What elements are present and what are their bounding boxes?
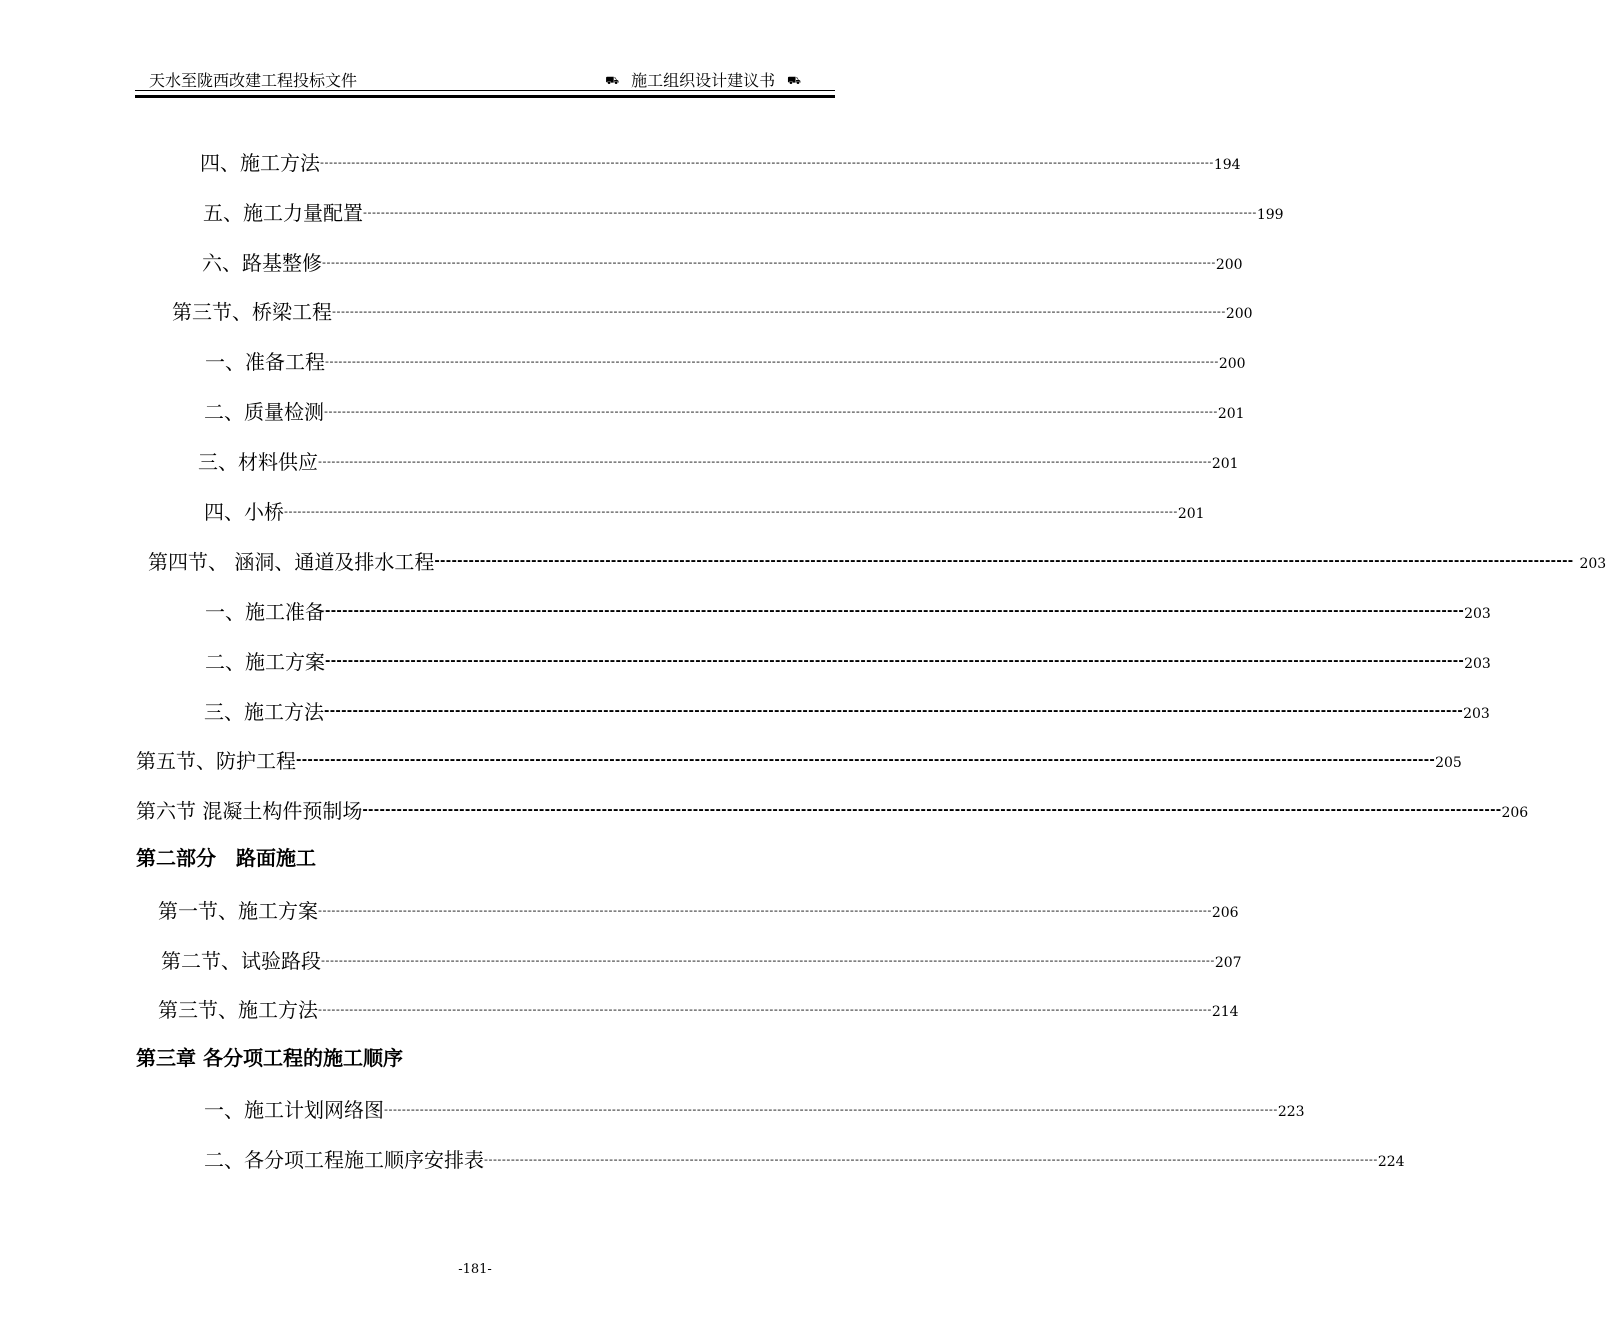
toc-entry[interactable] bbox=[205, 644, 1491, 674]
toc-entry-title: 第五节、防护工程 bbox=[136, 749, 296, 773]
toc-page-number: 205 bbox=[1435, 755, 1462, 771]
toc-entry[interactable] bbox=[136, 743, 1462, 773]
toc-entry-title: 四、小桥 bbox=[204, 500, 284, 524]
toc-page-number: 206 bbox=[1501, 805, 1529, 821]
toc-leader-dots: -------------------------------------------------------------------------------------------------------------------------------------------------------------------------------------------------------- bbox=[321, 954, 1215, 967]
toc-entry[interactable] bbox=[198, 444, 1239, 474]
toc-leader-dots: -------------------------------------------------------------------------------------------------------------------------------------------------------------------------------------------------------- bbox=[325, 355, 1219, 368]
toc-leader-dots: -------------------------------------------------------------------------------------------------------------------------------------------------------------------------------------------------------- bbox=[362, 803, 1502, 818]
toc-page-number: 206 bbox=[1211, 905, 1239, 921]
toc-leader-dots: -------------------------------------------------------------------------------------------------------------------------------------------------------------------------------------------------------- bbox=[332, 305, 1226, 318]
toc-entry-title: 四、施工方法 bbox=[200, 151, 320, 175]
toc-entry-title: 一、施工准备 bbox=[205, 600, 325, 624]
toc-entry[interactable] bbox=[161, 943, 1242, 973]
toc-leader-dots: -------------------------------------------------------------------------------------------------------------------------------------------------------------------------------------------------------- bbox=[318, 455, 1212, 468]
header-rule-thick bbox=[135, 95, 835, 98]
toc-part-heading: 第三章 各分项工程的施工顺序 bbox=[136, 1046, 403, 1070]
toc-page-number: 203 bbox=[1464, 606, 1491, 622]
toc-entry-title: 第二节、试验路段 bbox=[161, 949, 321, 973]
toc-leader-dots: -------------------------------------------------------------------------------------------------------------------------------------------------------------------------------------------------------- bbox=[322, 256, 1216, 269]
toc-leader-dots: -------------------------------------------------------------------------------------------------------------------------------------------------------------------------------------------------------- bbox=[434, 554, 1574, 569]
toc-part-heading: 第二部分 路面施工 bbox=[136, 846, 316, 870]
truck-icon: ⛟ bbox=[787, 74, 801, 87]
toc-page-number: 224 bbox=[1377, 1154, 1405, 1170]
toc-leader-dots: -------------------------------------------------------------------------------------------------------------------------------------------------------------------------------------------------------- bbox=[318, 904, 1212, 917]
toc-entry[interactable] bbox=[200, 145, 1241, 175]
toc-page-number: 203 bbox=[1579, 556, 1606, 572]
toc-entry-title: 二、施工方案 bbox=[205, 650, 325, 674]
toc-page-number: 203 bbox=[1464, 656, 1491, 672]
toc-page-number: 223 bbox=[1277, 1104, 1305, 1120]
toc-entry-title: 五、施工力量配置 bbox=[203, 201, 363, 225]
header-rule-thin bbox=[135, 90, 835, 91]
truck-icon: ⛟ bbox=[605, 74, 620, 87]
toc-page-number: 201 bbox=[1211, 456, 1239, 472]
toc-leader-dots: -------------------------------------------------------------------------------------------------------------------------------------------------------------------------------------------------------- bbox=[296, 753, 1436, 768]
toc-entry[interactable] bbox=[204, 1092, 1305, 1122]
toc-entry-title: 二、各分项工程施工顺序安排表 bbox=[204, 1148, 484, 1172]
toc-entry[interactable] bbox=[172, 294, 1253, 324]
toc-entry[interactable] bbox=[204, 394, 1245, 424]
toc-page-number: 200 bbox=[1218, 356, 1246, 372]
toc-page-number: 200 bbox=[1215, 257, 1243, 273]
header-document-title: 天水至陇西改建工程投标文件 bbox=[149, 71, 358, 90]
toc-entry[interactable] bbox=[203, 195, 1284, 225]
toc-entry[interactable] bbox=[136, 793, 1529, 823]
toc-leader-dots: -------------------------------------------------------------------------------------------------------------------------------------------------------------------------------------------------------- bbox=[325, 604, 1465, 619]
toc-leader-dots: -------------------------------------------------------------------------------------------------------------------------------------------------------------------------------------------------------- bbox=[320, 156, 1214, 169]
toc-leader-dots: -------------------------------------------------------------------------------------------------------------------------------------------------------------------------------------------------------- bbox=[324, 405, 1218, 418]
toc-entry-title: 第六节 混凝土构件预制场 bbox=[136, 799, 363, 823]
toc-entry[interactable] bbox=[204, 694, 1490, 724]
toc-page-number: 201 bbox=[1177, 506, 1205, 522]
toc-leader-dots: -------------------------------------------------------------------------------------------------------------------------------------------------------------------------------------------------------- bbox=[384, 1103, 1278, 1116]
toc-page-number: 199 bbox=[1256, 207, 1284, 223]
toc-entry[interactable] bbox=[204, 494, 1205, 524]
toc-leader-dots: -------------------------------------------------------------------------------------------------------------------------------------------------------------------------------------------------------- bbox=[284, 505, 1178, 518]
toc-leader-dots: -------------------------------------------------------------------------------------------------------------------------------------------------------------------------------------------------------- bbox=[324, 704, 1464, 719]
toc-entry-title: 一、准备工程 bbox=[205, 350, 325, 374]
toc-entry-title: 三、材料供应 bbox=[198, 450, 318, 474]
toc-entry[interactable] bbox=[158, 992, 1239, 1022]
toc-entry[interactable] bbox=[205, 344, 1246, 374]
toc-entry-title: 第三节、施工方法 bbox=[158, 998, 318, 1022]
toc-leader-dots: -------------------------------------------------------------------------------------------------------------------------------------------------------------------------------------------------------- bbox=[363, 206, 1257, 219]
toc-page-number: 201 bbox=[1217, 406, 1245, 422]
toc-leader-dots: -------------------------------------------------------------------------------------------------------------------------------------------------------------------------------------------------------- bbox=[484, 1153, 1378, 1166]
toc-page-number: 214 bbox=[1211, 1004, 1239, 1020]
toc-page-number: 200 bbox=[1225, 306, 1253, 322]
toc-entry[interactable] bbox=[158, 893, 1239, 923]
toc-entry-title: 第三节、桥梁工程 bbox=[172, 300, 332, 324]
toc-entry-title: 第四节、 涵洞、通道及排水工程 bbox=[148, 550, 435, 574]
header-section-title bbox=[593, 68, 813, 91]
toc-page-number: 207 bbox=[1214, 955, 1242, 971]
page-header bbox=[135, 62, 835, 102]
toc-page-number: 203 bbox=[1463, 706, 1490, 722]
page-number: -181- bbox=[458, 1262, 492, 1277]
toc-entry[interactable] bbox=[202, 245, 1243, 275]
toc-leader-dots: -------------------------------------------------------------------------------------------------------------------------------------------------------------------------------------------------------- bbox=[325, 654, 1465, 669]
toc-entry-title: 二、质量检测 bbox=[204, 400, 324, 424]
toc-page-number: 194 bbox=[1213, 157, 1241, 173]
toc-entry-title: 六、路基整修 bbox=[202, 251, 322, 275]
toc-entry-title: 第一节、施工方案 bbox=[158, 899, 318, 923]
toc-entry-title: 三、施工方法 bbox=[204, 700, 324, 724]
toc-entry-title: 一、施工计划网络图 bbox=[204, 1098, 384, 1122]
toc-entry[interactable] bbox=[148, 544, 1606, 574]
toc-leader-dots: -------------------------------------------------------------------------------------------------------------------------------------------------------------------------------------------------------- bbox=[318, 1003, 1212, 1016]
toc-entry[interactable] bbox=[204, 1142, 1405, 1172]
toc-entry[interactable] bbox=[205, 594, 1491, 624]
header-section-label: 施工组织设计建议书 bbox=[631, 71, 776, 90]
